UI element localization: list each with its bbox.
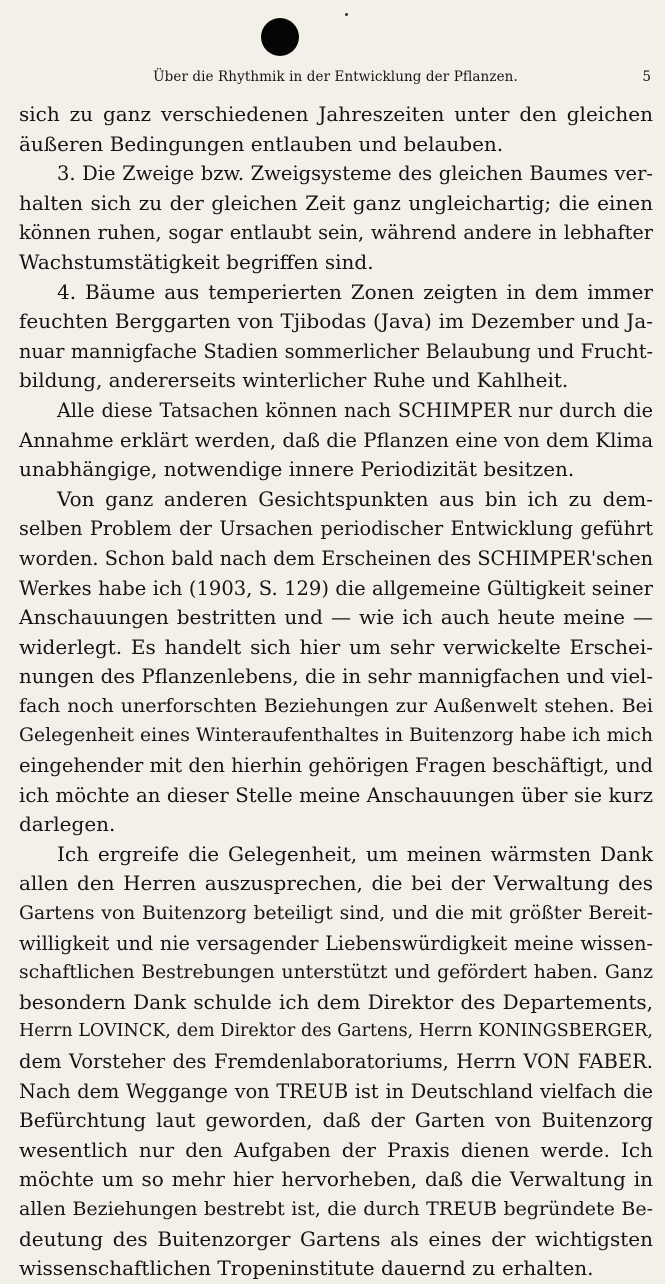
text-line: willigkeit und nie versagender Liebenswürdigkeit meine wissen- [19, 931, 653, 955]
running-title: Über die Rhythmik in der Entwicklung der Pflanzen. [153, 69, 518, 85]
text-line: Herrn LOVINCK, dem Direktor des Gartens, Herrn KONINGSBERGER, [19, 1021, 653, 1042]
text-line: Gelegenheit eines Winteraufenthaltes in Buitenzorg habe ich mich [19, 725, 653, 747]
text-line: besondern Dank schulde ich dem Direktor des Departements, [19, 989, 653, 1014]
body-text [19, 100, 653, 1284]
text-line: Nach dem Weggange von TREUB ist in Deutschland vielfach die [19, 1079, 653, 1103]
text-line: fach noch unerforschten Beziehungen zur Außenwelt stehen. Bei [19, 694, 653, 717]
text-line: dem Vorsteher des Fremdenlaboratoriums, Herrn VON FABER. [19, 1050, 653, 1073]
text-line: allen Beziehungen bestrebt ist, die durch TREUB begründete Be- [19, 1197, 653, 1220]
text-line: Annahme erklärt werden, daß die Pflanzen eine von dem Klima [19, 428, 654, 452]
text-line: darlegen. [19, 812, 116, 837]
page-number: 5 [642, 69, 651, 85]
text-line: wesentlich nur den Aufgaben der Praxis dienen werde. Ich [19, 1137, 653, 1162]
text-line: halten sich zu der gleichen Zeit ganz ungleichartig; die einen [19, 190, 653, 215]
text-line: 4. Bäume aus temperierten Zonen zeigten in dem immer [57, 279, 653, 304]
text-line: bildung, andererseits winterlicher Ruhe und Kahlheit. [19, 368, 569, 393]
text-line: worden. Schon bald nach dem Erscheinen des SCHIMPER'schen [19, 546, 653, 570]
text-line: ich möchte an dieser Stelle meine Anschauungen über sie kurz [19, 783, 653, 807]
text-line: Anschauungen bestritten und — wie ich auch heute meine — [19, 605, 653, 630]
text-line: möchte um so mehr hier hervorheben, daß die Verwaltung in [19, 1167, 653, 1192]
text-line: feuchten Berggarten von Tjibodas (Java) im Dezember und Ja- [19, 309, 653, 334]
punch-hole [261, 18, 299, 56]
paper-speck [345, 13, 348, 16]
text-line: sich zu ganz verschiedenen Jahreszeiten unter den gleichen [19, 102, 653, 126]
text-line: schaftlichen Bestrebungen unterstützt und gefördert haben. Ganz [19, 962, 653, 984]
running-head [20, 66, 651, 88]
text-line: eingehender mit den hierhin gehörigen Fragen beschäftigt, und [19, 754, 653, 778]
text-line: deutung des Buitenzorger Gartens als eines der wichtigsten [19, 1226, 653, 1251]
text-line: nungen des Pflanzenlebens, die in sehr mannigfachen und viel- [19, 665, 653, 689]
text-line: Gartens von Buitenzorg beteiligt sind, und die mit größter Bereit- [19, 903, 653, 925]
text-line: Befürchtung laut geworden, daß der Garten von Buitenzorg [19, 1108, 653, 1133]
text-line: unabhängige, notwendige innere Periodizität besitzen. [19, 457, 575, 482]
text-line: Alle diese Tatsachen können nach SCHIMPER nur durch die [57, 398, 653, 422]
text-line: Ich ergreife die Gelegenheit, um meinen wärmsten Dank [57, 841, 653, 866]
text-line: 3. Die Zweige bzw. Zweigsysteme des gleichen Baumes ver- [57, 162, 653, 186]
text-line: selben Problem der Ursachen periodischer Entwicklung geführt [19, 517, 653, 541]
text-line: Werkes habe ich (1903, S. 129) die allgemeine Gültigkeit seiner [19, 576, 653, 600]
text-line: Wachstumstätigkeit begriffen sind. [19, 249, 374, 274]
text-line: Von ganz anderen Gesichtspunkten aus bin ich zu dem- [57, 486, 653, 511]
text-line: können ruhen, sogar entlaubt sein, während andere in lebhafter [19, 221, 653, 245]
text-line: widerlegt. Es handelt sich hier um sehr verwickelte Erschei- [19, 634, 653, 659]
text-line: nuar mannigfache Stadien sommerlicher Belaubung und Frucht- [19, 339, 653, 363]
text-line: allen den Herren auszusprechen, die bei der Verwaltung des [19, 871, 653, 896]
text-line: äußeren Bedingungen entlauben und belauben. [19, 131, 504, 156]
text-line: wissenschaftlichen Tropeninstitute dauernd zu erhalten. [19, 1256, 594, 1281]
